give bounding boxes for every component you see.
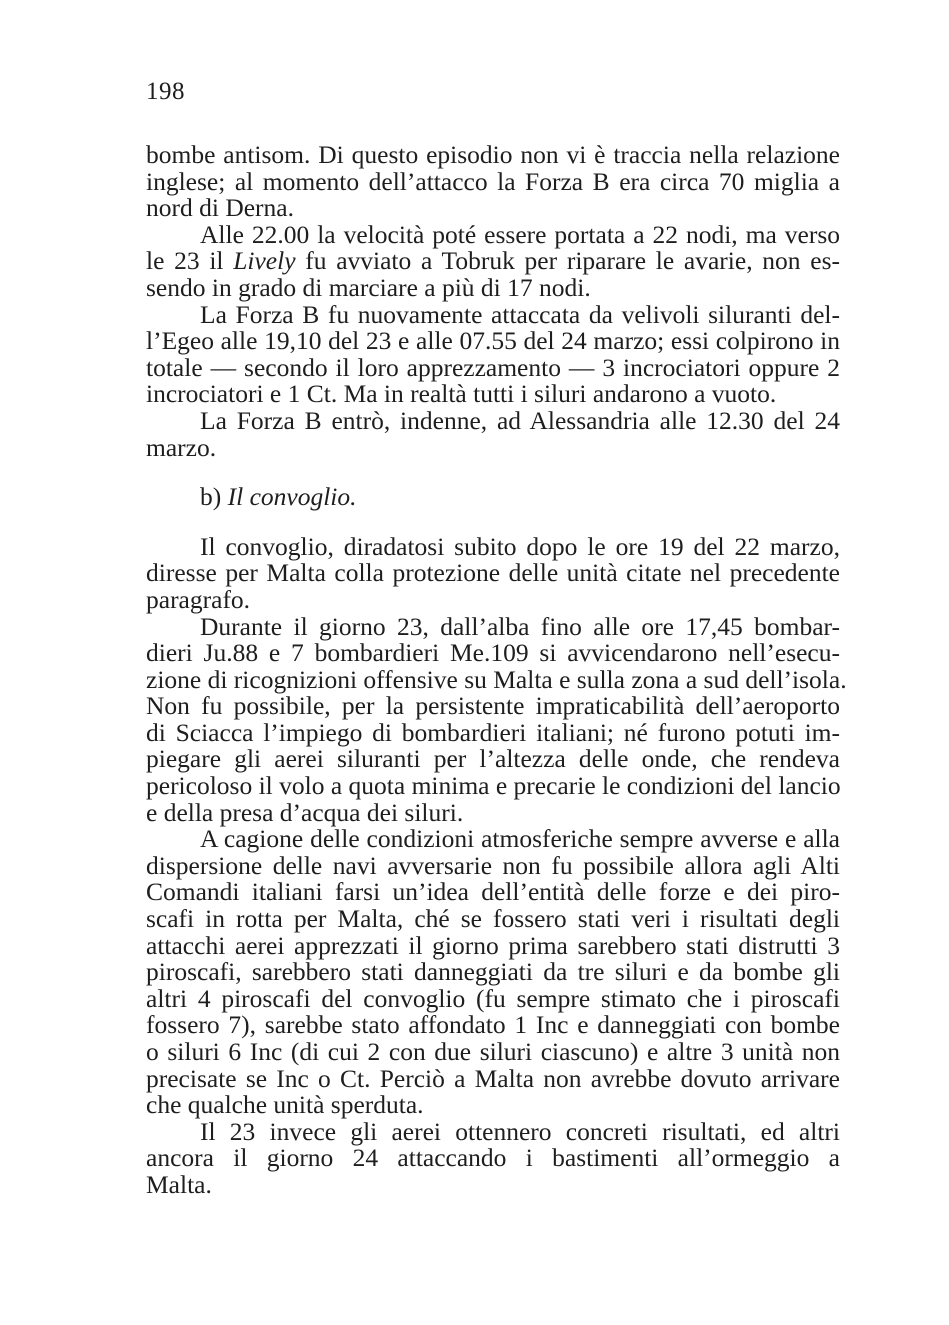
text-line: pericoloso il volo a quota minima e precarie le condizioni del lancio — [146, 771, 841, 801]
text-line: incrociatori e 1 Ct. Ma in realtà tutti i siluri andarono a vuoto. — [146, 379, 777, 409]
text-line — [146, 248, 840, 275]
text-line: inglese; al momento dell’attacco la Forza B era circa 70 miglia a — [146, 166, 840, 196]
text-line: dispersione delle navi avversarie non fu possibile allora agli Alti — [146, 850, 840, 880]
text-line: nord di Derna. — [146, 193, 294, 223]
text-line: dieri Ju.88 e 7 bombardieri Me.109 si avvicendarono nell’esecu- — [146, 638, 840, 668]
text-line: e della presa d’acqua dei siluri. — [146, 797, 464, 827]
italic-text: Il convoglio. — [227, 482, 357, 512]
text-line: attacchi aerei apprezzati il giorno prima sarebbero stati distrutti 3 — [146, 930, 840, 960]
text-line: piroscafi, sarebbero stati danneggiati da tre siluri e da bombe gli — [146, 957, 840, 987]
text-line: di Sciacca l’impiego di bombardieri italiani; né furono potuti im- — [146, 717, 840, 747]
text-line: La Forza B fu nuovamente attaccata da velivoli siluranti del- — [200, 299, 840, 329]
text-segment: b) — [200, 482, 228, 512]
text-line: Malta. — [146, 1169, 212, 1199]
page-number: 198 — [146, 78, 185, 105]
text-line: Il convoglio, diradatosi subito dopo le ore 19 del 22 marzo, — [200, 531, 840, 561]
text-line: precisate se Inc o Ct. Perciò a Malta non avrebbe dovuto arrivare — [146, 1063, 840, 1093]
text-line: paragrafo. — [146, 584, 251, 614]
body-text — [146, 140, 847, 1199]
text-line: piegare gli aerei siluranti per l’altezza delle onde, che rendeva — [146, 744, 840, 774]
text-line: Alle 22.00 la velocità poté essere portata a 22 nodi, ma verso — [200, 219, 840, 249]
text-line: Durante il giorno 23, dall’alba fino alle ore 17,45 bombar- — [200, 611, 840, 641]
text-line: Non fu possibile, per la persistente impraticabilità dell’aeroporto — [146, 691, 840, 721]
section-heading — [146, 484, 840, 511]
text-line: altri 4 piroscafi del convoglio (fu sempre stimato che i piroscafi — [146, 983, 840, 1013]
text-line: totale — secondo il loro apprezzamento — 3 incrociatori oppure 2 — [146, 352, 840, 382]
text-line: che qualche unità sperduta. — [146, 1090, 424, 1120]
text-line: Comandi italiani farsi un’idea dell’entità delle forze e dei piro- — [146, 877, 840, 907]
text-segment: fu avviato a Tobruk per riparare le avarie, non es- — [295, 246, 840, 276]
text-line: A cagione delle condizioni atmosferiche sempre avverse e alla — [200, 824, 840, 854]
text-line: sendo in grado di marciare a più di 17 nodi. — [146, 272, 591, 302]
text-line: o siluri 6 Inc (di cui 2 con due siluri ciascuno) e altre 3 unità non — [146, 1037, 840, 1066]
text-line: l’Egeo alle 19,10 del 23 e alle 07.55 del 24 marzo; essi colpirono in — [146, 326, 840, 356]
text-line: scafi in rotta per Malta, ché se fossero stati veri i risultati degli — [146, 904, 840, 934]
text-line: marzo. — [146, 432, 217, 462]
italic-text: Lively — [233, 246, 296, 276]
text-line: La Forza B entrò, indenne, ad Alessandria alle 12.30 del 24 — [200, 405, 840, 435]
text-line: zione di ricognizioni offensive su Malta e sulla zona a sud dell’isola. — [146, 664, 847, 694]
text-line: bombe antisom. Di questo episodio non vi è traccia nella relazione — [146, 140, 840, 169]
text-line: Il 23 invece gli aerei ottennero concreti risultati, ed altri — [200, 1116, 840, 1146]
text-segment: le 23 il — [146, 246, 234, 276]
text-line: ancora il giorno 24 attaccando i bastimenti all’ormeggio a — [146, 1143, 840, 1173]
text-line: diresse per Malta colla protezione delle unità citate nel precedente — [146, 558, 840, 588]
text-line: fossero 7), sarebbe stato affondato 1 Inc e danneggiati con bombe — [146, 1010, 840, 1040]
